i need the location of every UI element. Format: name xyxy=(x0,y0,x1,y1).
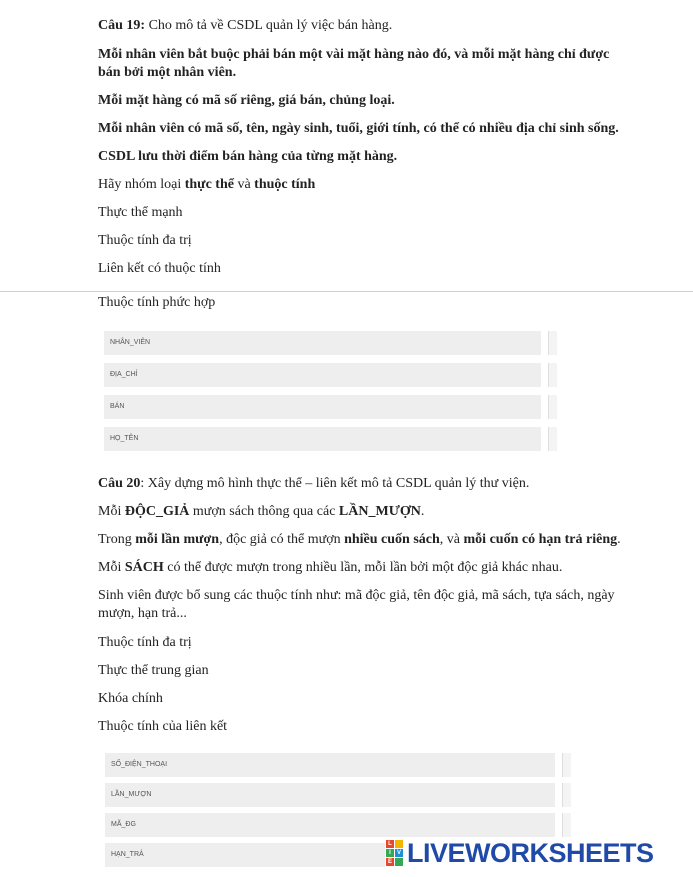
logo-square: L xyxy=(386,840,394,848)
logo-squares-icon xyxy=(386,840,403,866)
drag-item[interactable]: HỌ_TÊN xyxy=(104,427,541,451)
q20-l2e: , và xyxy=(439,532,464,547)
q19-intro xyxy=(98,17,638,35)
q20-category: Thuộc tính đa trị xyxy=(98,635,192,650)
q20-category: Khóa chính xyxy=(98,691,163,706)
q19-task-c: và xyxy=(233,177,255,192)
q19-task-d: thuộc tính xyxy=(254,177,316,192)
drag-item[interactable]: ĐỊA_CHỈ xyxy=(104,363,541,387)
drop-slot[interactable] xyxy=(548,331,557,355)
q20-l1c: mượn sách thông qua các xyxy=(189,504,339,519)
q20-intro xyxy=(98,475,638,493)
logo-square xyxy=(395,840,403,848)
q20-l2b: mỗi lần mượn xyxy=(135,532,220,547)
logo-text: LIVEWORKSHEETS xyxy=(407,837,654,868)
q19-category: Thuộc tính phức hợp xyxy=(98,295,216,310)
q20-l3c: có thể được mượn trong nhiều lần, mỗi lần bởi một độc giả khác nhau. xyxy=(163,560,563,575)
q20-l2c: , độc giả có thể mượn xyxy=(219,532,345,547)
q20-l1b: ĐỘC_GIẢ xyxy=(124,504,190,519)
q19-task-a: Hãy nhóm loại xyxy=(98,177,185,192)
drag-item[interactable]: HẠN_TRẢ xyxy=(105,843,385,867)
q19-p2: Mỗi mặt hàng có mã số riêng, giá bán, chủng loại. xyxy=(98,93,395,108)
drop-slot[interactable] xyxy=(562,813,571,837)
q19-category: Liên kết có thuộc tính xyxy=(98,261,221,276)
drop-slot[interactable] xyxy=(562,783,571,807)
q20-line4: Sinh viên được bổ sung các thuộc tính như: mã độc giả, tên độc giả, mã sách, tựa sách, ngày xyxy=(98,588,615,603)
q19-task xyxy=(98,176,638,194)
q20-label: Câu 20 xyxy=(98,476,141,491)
q19-p1b: bán bởi một nhân viên. xyxy=(98,65,237,80)
drag-item[interactable]: MÃ_ĐG xyxy=(105,813,555,837)
q19-p4: CSDL lưu thời điểm bán hàng của từng mặt hàng. xyxy=(98,149,398,164)
q20-l3b: SÁCH xyxy=(124,560,164,575)
q20-category: Thuộc tính của liên kết xyxy=(98,719,228,734)
q20-line3 xyxy=(98,559,638,577)
q20-l1a: Mỗi xyxy=(98,504,125,519)
q19-intro-text: Cho mô tả về CSDL quản lý việc bán hàng. xyxy=(145,18,393,33)
q20-category: Thực thể trung gian xyxy=(98,663,209,678)
q20-line2 xyxy=(98,531,658,549)
q19-category: Thuộc tính đa trị xyxy=(98,233,192,248)
drag-item[interactable]: LẦN_MƯỢN xyxy=(105,783,555,807)
logo-square: E xyxy=(387,859,392,865)
drop-slot[interactable] xyxy=(548,395,557,419)
drop-slot[interactable] xyxy=(562,753,571,777)
logo-square: V xyxy=(396,850,401,856)
q20-l1e: . xyxy=(420,504,425,519)
q19-label: Câu 19: xyxy=(98,18,146,33)
q20-l2f: mỗi cuốn có hạn trả riêng xyxy=(463,532,618,547)
logo-square xyxy=(395,858,403,866)
drag-item[interactable]: SỐ_ĐIỆN_THOẠI xyxy=(105,753,555,777)
q19-p1: Mỗi nhân viên bắt buộc phải bán một vài mặt hàng nào đó, và mỗi mặt hàng chỉ được xyxy=(98,47,610,62)
liveworksheets-logo xyxy=(386,839,654,867)
q19-task-b: thực thể xyxy=(184,177,234,192)
q20-l2a: Trong xyxy=(98,532,136,547)
drag-item[interactable]: BÁN xyxy=(104,395,541,419)
q19-category: Thực thể mạnh xyxy=(98,205,183,220)
drop-slot[interactable] xyxy=(548,363,557,387)
q20-line4b: mượn, hạn trả... xyxy=(98,606,187,621)
q20-l1d: LẦN_MƯỢN xyxy=(338,504,421,519)
q19-p3: Mỗi nhân viên có mã số, tên, ngày sinh, tuổi, giới tính, có thể có nhiều địa chỉ sinh sống. xyxy=(98,121,619,136)
drop-slot[interactable] xyxy=(548,427,557,451)
q20-l3a: Mỗi xyxy=(98,560,125,575)
drag-item[interactable]: NHÂN_VIÊN xyxy=(104,331,541,355)
q20-l2d: nhiều cuốn sách xyxy=(344,532,440,547)
q20-intro-text: : Xây dựng mô hình thực thể – liên kết mô tả CSDL quản lý thư viện. xyxy=(140,476,530,491)
q20-l2g: . xyxy=(617,532,621,547)
logo-square: I xyxy=(386,849,394,857)
q20-line1 xyxy=(98,503,638,521)
section-divider xyxy=(0,291,693,292)
